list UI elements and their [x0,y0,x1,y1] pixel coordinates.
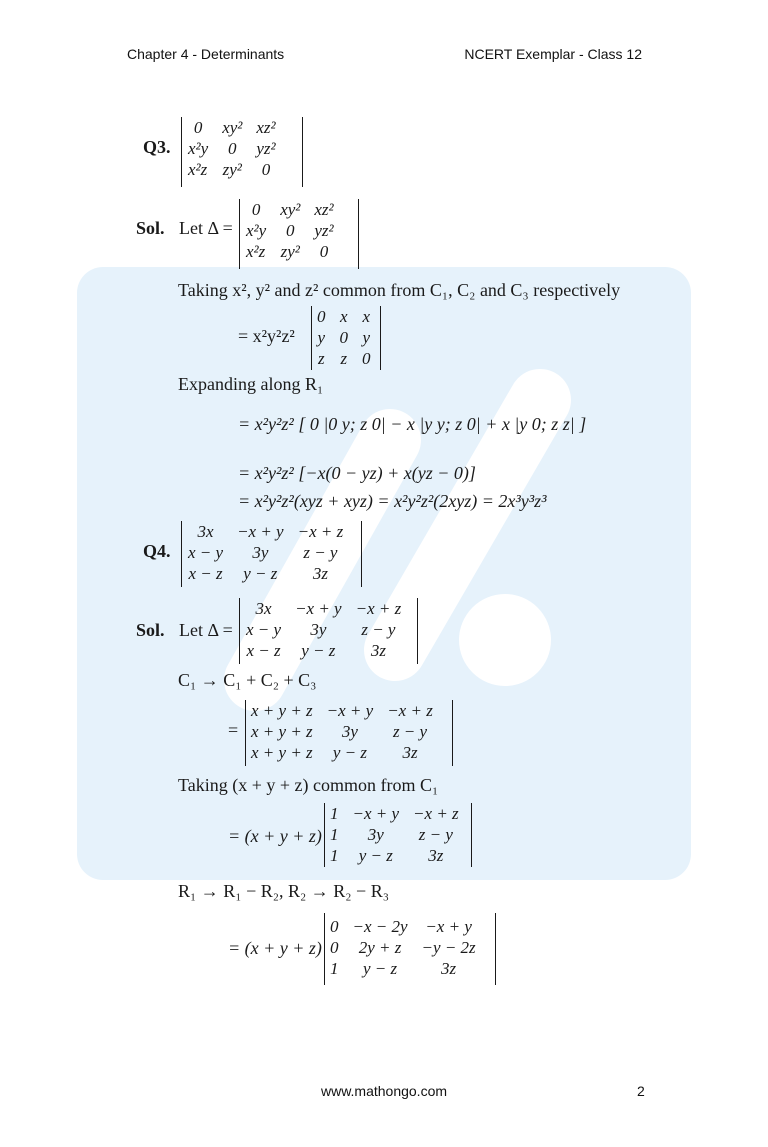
sol3-step1-determinant: 0 x x y 0 y z z 0 [317,306,371,368]
q3-label: Q3. [143,137,171,157]
q4-determinant: 3x −x + y −x + z x − y 3y z − y x − z y − z 3z [188,521,344,583]
sol4-determinant: 3x −x + y −x + z x − y 3y z − y x − z y − z 3z [246,598,402,660]
sol4-determinant-2: x + y + z −x + y −x + z x + y + z 3y z − y x + y + z y − z 3z [251,700,433,762]
sol4-determinant-4: 0 −x − 2y −x + y 0 2y + z −y − 2z 1 y − z 3z [330,916,476,978]
book-header: NCERT Exemplar - Class 12 [464,46,642,62]
q3-determinant: 0 xy² xz² x²y 0 yz² x²z zy² 0 [188,117,276,179]
sol4-eq2-lhs: = (x + y + z) [228,826,322,846]
chapter-header: Chapter 4 - Determinants [127,46,285,62]
footer-url[interactable]: www.mathongo.com [320,1083,448,1099]
sol4-take: Taking (x + y + z) common from C₁ [178,775,439,795]
sol4-eq1-lhs: = [228,720,239,740]
sol3-let: Let Δ = [179,218,233,238]
sol3-step1: Taking x², y² and z² common from C₁, C₂ and C₃ respectively [178,280,621,300]
sol3-step2: Expanding along R₁ [178,374,324,394]
sol3-step3: = x²y²z² [−x(0 − yz) + x(yz − 0)] [238,463,476,483]
sol3-step1-lhs: = x²y²z² [238,326,295,346]
page-number: 2 [637,1083,645,1099]
sol4-label: Sol. [136,620,165,640]
sol3-step2-expr: = x²y²z² [ 0 |0 y; z 0| − x |y y; z 0| + x |y 0; z z| ] [238,414,587,434]
sol3-determinant: 0 xy² xz² x²y 0 yz² x²z zy² 0 [246,199,334,261]
sol4-op1: C₁ → C₁ + C₂ + C₃ [178,670,317,690]
sol4-eq3-lhs: = (x + y + z) [228,938,322,958]
sol4-op2: R₁ → R₁ − R₂, R₂ → R₂ − R₃ [178,881,389,901]
q4-label: Q4. [143,541,171,561]
sol4-let: Let Δ = [179,620,233,640]
sol4-determinant-3: 1 −x + y −x + z 1 3y z − y 1 y − z 3z [330,803,459,865]
sol3-label: Sol. [136,218,165,238]
sol3-step4: = x²y²z²(xyz + xyz) = x²y²z²(2xyz) = 2x³y³z³ [238,491,547,511]
